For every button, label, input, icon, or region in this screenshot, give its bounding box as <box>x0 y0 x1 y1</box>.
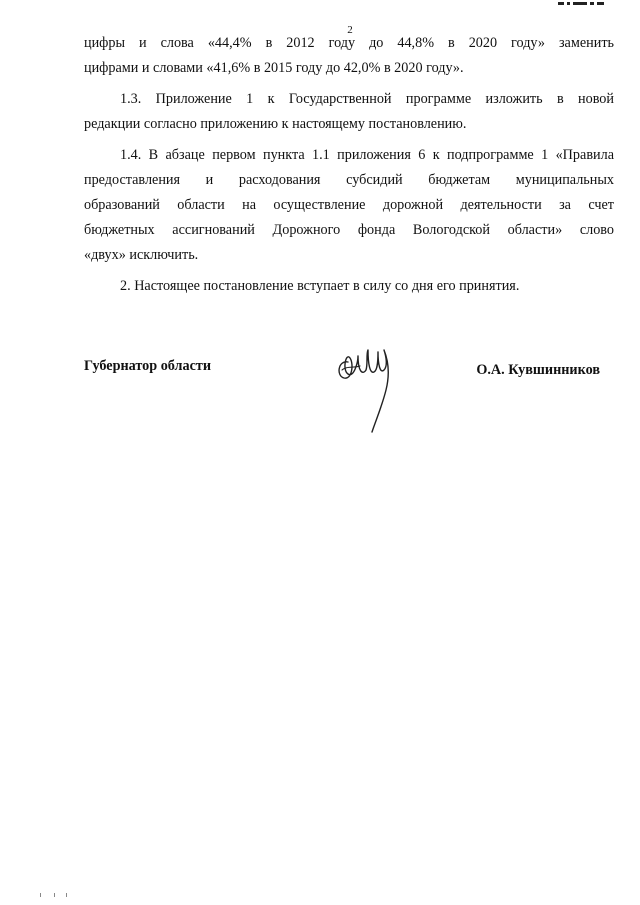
signer-name: О.А. Кувшинников <box>476 362 600 378</box>
signer-title: Губернатор области <box>84 358 212 374</box>
document-body <box>84 31 614 305</box>
paragraph-2 <box>84 274 614 299</box>
paragraph-1-4 <box>84 143 614 268</box>
paragraph-line: 1.4. В абзаце первом пункта 1.1 приложения 6 к подпрограмме 1 «Правила <box>120 147 614 163</box>
paragraph-line: бюджетных ассигнований Дорожного фонда Вологодской области» слово <box>84 222 614 238</box>
paragraph-line: «двух» исключить. <box>84 247 199 263</box>
paragraph-line: предоставления и расходования субсидий бюджетам муниципальных <box>84 172 614 188</box>
paragraph-1-3 <box>84 87 614 137</box>
paragraph-1 <box>84 31 614 81</box>
page-number: 2 <box>347 24 353 36</box>
paragraph-line: цифрами и словами «41,6% в 2015 году до 42,0% в 2020 году». <box>84 60 464 76</box>
signature-block <box>84 352 614 452</box>
scan-corner-mark <box>558 0 604 12</box>
paragraph-line: цифры и слова «44,4% в 2012 году до 44,8% в 2020 году» заменить <box>84 35 614 51</box>
paragraph-line: 2. Настоящее постановление вступает в силу со дня его принятия. <box>120 278 520 294</box>
scan-artifact <box>40 893 80 903</box>
paragraph-line: образований области на осуществление дорожной деятельности за счет <box>84 197 614 213</box>
paragraph-line: 1.3. Приложение 1 к Государственной программе изложить в новой <box>120 91 614 107</box>
handwritten-signature <box>332 340 412 438</box>
paragraph-line: редакции согласно приложению к настоящему постановлению. <box>84 116 467 132</box>
